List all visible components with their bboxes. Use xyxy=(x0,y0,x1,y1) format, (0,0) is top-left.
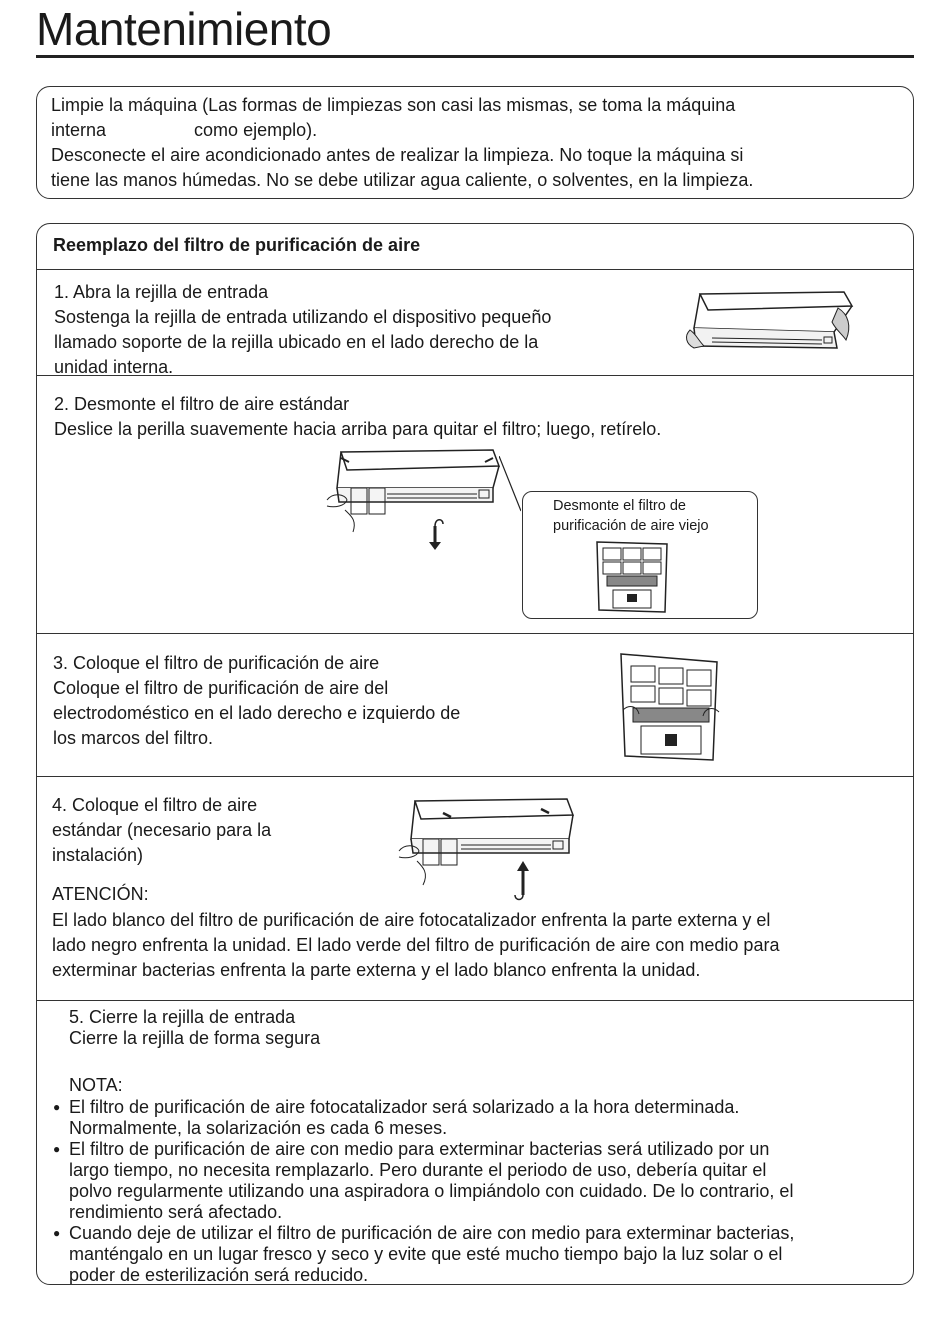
note-line: ● Cuando deje de utilizar el filtro de purificación de aire con medio para exterminar bacterias, xyxy=(69,1223,795,1243)
step-1-line: unidad interna. xyxy=(54,357,174,377)
step-2-text xyxy=(54,392,904,442)
remove-filter-illustration xyxy=(317,444,507,554)
step-5-title: 5. Cierre la rejilla de entrada xyxy=(69,1007,296,1027)
step-3-line: electrodoméstico en el lado derecho e izquierdo de xyxy=(53,703,461,723)
note-line: poder de esterilización será reducido. xyxy=(69,1265,369,1285)
step-3-line: los marcos del filtro. xyxy=(53,728,214,748)
step-4-section xyxy=(37,776,913,1000)
step-3-title: 3. Coloque el filtro de purificación de aire xyxy=(53,653,380,673)
step-5-section xyxy=(37,1000,913,1285)
step-2-line: Deslice la perilla suavemente hacia arriba para quitar el filtro; luego, retírelo. xyxy=(54,419,662,439)
step-1-line: Sostenga la rejilla de entrada utilizando el dispositivo pequeño xyxy=(54,307,552,327)
note-line: ● El filtro de purificación de aire con medio para exterminar bacterias será utilizado por un xyxy=(69,1139,770,1159)
place-filter-illustration xyxy=(617,650,723,766)
intro-line-2b: como ejemplo). xyxy=(194,120,318,140)
step-1-title: 1. Abra la rejilla de entrada xyxy=(54,282,269,302)
old-filter-illustration xyxy=(593,538,673,616)
callout-line: purificación de aire viejo xyxy=(553,518,709,534)
intro-line-2 xyxy=(51,118,899,143)
note-line: ● El filtro de purificación de aire fotocatalizador será solarizado a la hora determinada. xyxy=(69,1097,740,1117)
note-line: polvo regularmente utilizando una aspiradora o limpiándolo con cuidado. De lo contrario, el xyxy=(69,1181,794,1201)
intro-box xyxy=(36,86,914,199)
note-line: rendimiento será afectado. xyxy=(69,1202,283,1222)
step-3-section xyxy=(37,633,913,776)
intro-line-3: Desconecte el aire acondicionado antes de realizar la limpieza. No toque la máquina si xyxy=(51,145,744,165)
callout-text xyxy=(553,496,709,536)
step-1-line: llamado soporte de la rejilla ubicado en el lado derecho de la xyxy=(54,332,539,352)
intro-line-4: tiene las manos húmedas. No se debe utilizar agua caliente, o solventes, en la limpieza. xyxy=(51,170,754,190)
note-list xyxy=(53,1097,903,1285)
attention-line: lado negro enfrenta la unidad. El lado verde del filtro de purificación de aire con medio para xyxy=(52,935,780,955)
intro-line-1: Limpie la máquina (Las formas de limpiezas son casi las mismas, se toma la máquina xyxy=(51,95,736,115)
attention-title: ATENCIÓN: xyxy=(52,884,149,904)
callout-box xyxy=(522,491,758,619)
step-1-section xyxy=(37,269,913,375)
step-3-line: Coloque el filtro de purificación de aire del xyxy=(53,678,389,698)
note-item xyxy=(53,1097,903,1139)
intro-line-2a: interna xyxy=(51,120,107,140)
step-3-text xyxy=(53,651,573,751)
open-grille-illustration xyxy=(682,288,862,360)
step-4-text xyxy=(52,793,342,868)
note-line: manténgalo en un lugar fresco y seco y evite que esté mucho tiempo bajo la luz solar o el xyxy=(69,1244,783,1264)
filter-replacement-box xyxy=(36,223,914,1285)
note-title: NOTA: xyxy=(69,1075,123,1095)
attention-text xyxy=(52,908,902,983)
section-header: Reemplazo del filtro de purificación de aire xyxy=(53,235,421,255)
note-item xyxy=(53,1139,903,1223)
step-2-section xyxy=(37,375,913,633)
step-2-title: 2. Desmonte el filtro de aire estándar xyxy=(54,394,350,414)
step-4-line: estándar (necesario para la xyxy=(52,820,272,840)
note-line: Normalmente, la solarización es cada 6 meses. xyxy=(69,1118,448,1138)
step-5-text xyxy=(69,1007,869,1049)
step-4-line: instalación) xyxy=(52,845,144,865)
note-item xyxy=(53,1223,903,1285)
title-divider xyxy=(36,55,914,58)
attention-line: exterminar bacterias enfrenta la parte externa y el lado blanco enfrenta la unidad. xyxy=(52,960,701,980)
attention-line: El lado blanco del filtro de purificación de aire fotocatalizador enfrenta la parte externa y el xyxy=(52,910,771,930)
callout-pointer xyxy=(499,456,521,516)
note-line: largo tiempo, no necesita remplazarlo. Pero durante el periodo de uso, debería quitar el xyxy=(69,1160,767,1180)
step-1-text xyxy=(54,280,654,380)
step-5-line: Cierre la rejilla de forma segura xyxy=(69,1028,321,1048)
callout-line: Desmonte el filtro de xyxy=(553,498,686,514)
page-title: Mantenimiento xyxy=(36,3,332,55)
step-4-title: 4. Coloque el filtro de aire xyxy=(52,795,258,815)
